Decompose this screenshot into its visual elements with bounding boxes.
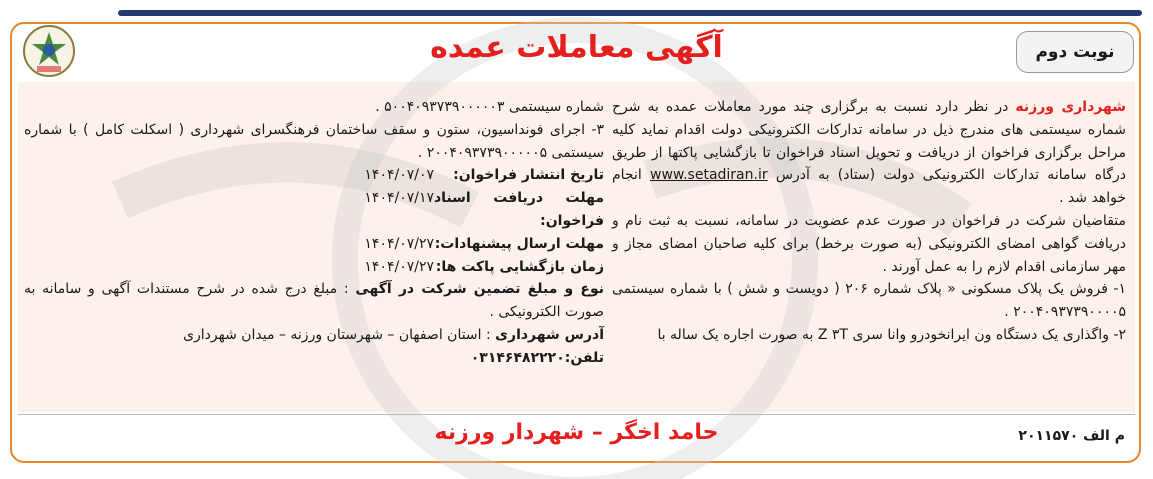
phone-value: ۰۳۱۴۶۴۸۲۲۲۰: [470, 349, 565, 366]
address-text: : استان اصفهان – شهرستان ورزنه – میدان شهرداری: [183, 326, 496, 343]
date-row: [24, 164, 604, 187]
guarantee-text: : مبلغ درج شده در شرح مستندات آگهی و سامانه به صورت الکترونیکی .: [24, 281, 604, 321]
intro-text-end: انجام خواهد شد .: [612, 167, 1126, 207]
left-column: [24, 96, 604, 370]
municipality-name: شهرداری ورزنه: [1015, 99, 1126, 115]
ad-code: م الف ۲۰۱۱۵۷۰: [1018, 428, 1125, 444]
system-number-line: شماره سیستمی ۵۰۰۴۰۹۳۷۳۹۰۰۰۰۰۳ .: [375, 99, 604, 115]
right-column: [612, 96, 1126, 347]
top-accent-bar: [118, 10, 1142, 16]
intro-paragraph: [612, 96, 1126, 210]
guarantee-paragraph: [24, 278, 604, 324]
item-3: ۳- اجرای فونداسیون، ستون و سقف ساختمان فرهنگسرای شهرداری ( اسکلت کامل ) با شماره سیستمی ۲۰۰۴۰۹۳۷۳۹۰۰۰۰۰۵ .: [24, 121, 604, 161]
item-2: ۲- واگذاری یک دستگاه ون ایرانخودرو وانا سری Z ۳T به صورت اجاره یک ساله با: [657, 326, 1126, 343]
date-label: تاریخ انتشار فراخوان:: [453, 167, 604, 184]
phone-label: تلفن:: [564, 349, 604, 366]
setad-link[interactable]: www.setadiran.ir: [650, 167, 768, 184]
intro-text: در نظر دارد نسبت به برگزاری چند مورد معاملات عمده به شرح شماره سیستمی های مندرج ذیل در سامانه تدارکات الکترونیکی دولت اقدام نماید کلیه مراحل برگزاری فراخوان از دریافت و تحویل اسناد فراخوان تا بازگشایی پاکتها از طریق درگاه سامانه تدارکات الکترونیکی دولت (ستاد) به آدرس: [612, 99, 1126, 184]
date-label: زمان بازگشایی پاکت ها:: [435, 258, 604, 275]
date-value: ۱۴۰۴/۰۷/۲۷: [364, 235, 434, 252]
date-value: ۱۴۰۴/۰۷/۰۷: [364, 167, 434, 184]
signature: حامد اخگر – شهردار ورزنه: [434, 420, 719, 445]
phone-paragraph: [24, 347, 604, 370]
date-row: [24, 233, 604, 256]
date-value: ۱۴۰۴/۰۷/۲۷: [364, 258, 434, 275]
date-row: [24, 187, 604, 233]
round-badge: نوبت دوم: [1016, 31, 1134, 73]
page-title: آگهی معاملات عمده: [430, 30, 723, 65]
address-label: آدرس شهرداری: [495, 326, 604, 343]
date-value: ۱۴۰۴/۰۷/۱۷: [364, 190, 434, 207]
guarantee-label: نوع و مبلغ تضمین شرکت در آگهی: [355, 281, 604, 298]
registration-paragraph: متقاضیان شرکت در فراخوان در صورت عدم عضویت در سامانه، نسبت به ثبت نام و دریافت گواهی امضای الکترونیکی (به صورت برخط) برای کلیه صاحبان امضای مجاز و مهر سازمانی اقدام لازم را به عمل آورند .: [612, 212, 1126, 275]
date-row: [24, 256, 604, 279]
item-1: ۱- فروش یک پلاک مسکونی « پلاک شماره ۲۰۶ ( دویست و شش ) با شماره سیستمی ۲۰۰۴۰۹۳۷۳۹۰۰۰۰۵ .: [612, 281, 1126, 321]
address-paragraph: [24, 324, 604, 347]
footer-divider: [18, 414, 1135, 415]
date-label: مهلت دریافت اسناد فراخوان:: [434, 190, 604, 229]
date-label: مهلت ارسال پیشنهادات:: [434, 235, 604, 252]
